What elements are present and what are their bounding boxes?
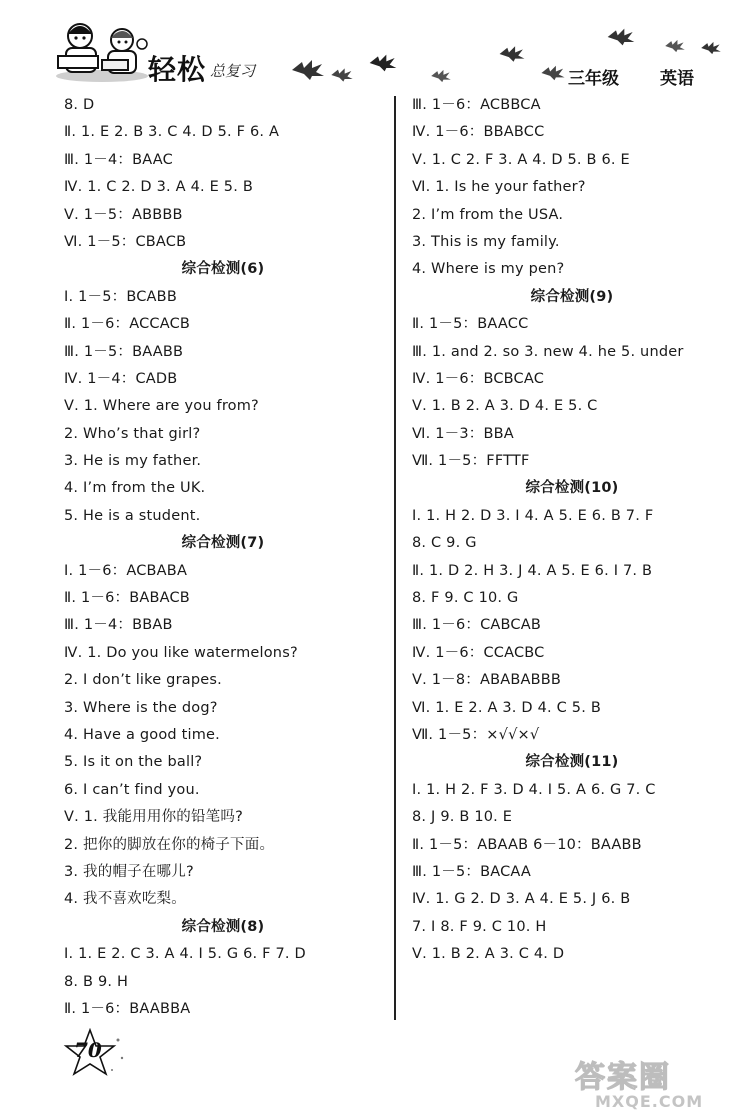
leaf-icon: [330, 66, 354, 84]
answer-line: Ⅰ. 1－5：BCABB: [64, 288, 177, 305]
answer-line: Ⅰ. 1－6：ACBABA: [64, 562, 188, 579]
answer-line: 3. 我的帽子在哪儿?: [64, 863, 194, 880]
leaf-icon: [540, 64, 566, 82]
watermark-url: MXQE.COM: [595, 1092, 704, 1111]
section-heading: 综合检测(7): [181, 535, 265, 552]
answer-line: 4. 我不喜欢吃梨。: [64, 891, 186, 908]
leaf-icon: [290, 58, 326, 82]
answer-line: Ⅴ. 1. C 2. F 3. A 4. D 5. B 6. E: [412, 151, 630, 168]
page-number: 70: [74, 1038, 102, 1062]
watermark-logo-text: 答案圈: [575, 1060, 671, 1095]
answer-line: 3. He is my father.: [64, 453, 202, 470]
answer-line: Ⅱ. 1－5：ABAAB 6－10：BAABB: [412, 836, 642, 853]
section-heading: 综合检测(10): [525, 480, 619, 497]
answer-line: Ⅰ. 1. E 2. C 3. A 4. I 5. G 6. F 7. D: [64, 946, 306, 963]
answer-line: Ⅲ. 1－5：BAABB: [64, 343, 184, 360]
answer-line: Ⅳ. 1－6：BCBCAC: [412, 370, 545, 387]
answer-line: Ⅱ. 1－5：BAACC: [412, 316, 529, 333]
answer-line: Ⅲ. 1－5：BACAA: [412, 863, 532, 880]
answer-line: Ⅴ. 1－5：ABBBB: [64, 206, 183, 223]
answer-line: Ⅳ. 1. C 2. D 3. A 4. E 5. B: [64, 179, 253, 196]
answer-line: Ⅱ. 1－6：BAABBA: [64, 1000, 191, 1017]
answer-line: 8. C 9. G: [412, 535, 477, 552]
leaf-icon: [700, 40, 722, 56]
answer-line: Ⅴ. 1. 我能用用你的铅笔吗?: [64, 809, 243, 826]
grade-label: 三年级: [568, 69, 619, 89]
section-heading: 综合检测(11): [525, 754, 619, 771]
answer-line: Ⅰ. 1. H 2. D 3. I 4. A 5. E 6. B 7. F: [412, 507, 654, 524]
answer-line: Ⅵ. 1－3：BBA: [412, 425, 514, 442]
subject-label: 英语: [660, 69, 694, 89]
answer-line: 2. I’m from the USA.: [412, 206, 564, 223]
answer-line: Ⅵ. 1. E 2. A 3. D 4. C 5. B: [412, 699, 601, 716]
answer-line: 4. Where is my pen?: [412, 261, 565, 278]
answer-line: Ⅴ. 1. Where are you from?: [64, 398, 259, 415]
brand-subtitle: 总复习: [210, 62, 256, 80]
answer-line: Ⅳ. 1. Do you like watermelons?: [64, 644, 298, 661]
answer-line: 8. B 9. H: [64, 973, 129, 990]
answer-line: 4. I’m from the UK.: [64, 480, 206, 497]
leaf-icon: [368, 52, 398, 74]
answer-line: 8. J 9. B 10. E: [412, 809, 513, 826]
answer-column-right: [412, 92, 732, 969]
section-heading: 综合检测(9): [530, 288, 614, 305]
answer-line: 8. D: [64, 97, 95, 113]
answer-line: Ⅳ. 1－4：CADB: [64, 370, 178, 387]
leaf-icon: [498, 44, 526, 64]
answer-line: Ⅴ. 1. B 2. A 3. D 4. E 5. C: [412, 398, 598, 415]
answer-line: 8. F 9. C 10. G: [412, 590, 519, 607]
answer-line: Ⅶ. 1－5：×√√×√: [412, 726, 540, 743]
answer-line: 4. Have a good time.: [64, 726, 220, 743]
answer-line: Ⅲ. 1－4：BAAC: [64, 151, 173, 168]
answer-line: Ⅵ. 1. Is he your father?: [412, 179, 586, 196]
answer-line: Ⅴ. 1－8：ABABABBB: [412, 672, 562, 689]
answer-line: Ⅱ. 1. D 2. H 3. J 4. A 5. E 6. I 7. B: [412, 562, 653, 579]
answer-line: Ⅰ. 1. H 2. F 3. D 4. I 5. A 6. G 7. C: [412, 781, 656, 798]
answer-line: Ⅵ. 1－5：CBACB: [64, 233, 187, 250]
answer-line: 6. I can’t find you.: [64, 781, 200, 798]
brand-title: 轻松: [148, 53, 207, 86]
answer-line: 5. He is a student.: [64, 507, 201, 524]
reading-kids-illustration: [52, 14, 152, 84]
leaf-icon: [430, 68, 452, 84]
answer-line: 5. Is it on the ball?: [64, 754, 203, 771]
section-heading: 综合检测(6): [181, 261, 265, 278]
answer-line: 7. I 8. F 9. C 10. H: [412, 918, 547, 935]
leaf-icon: [664, 38, 686, 54]
answer-line: Ⅱ. 1－6：ACCACB: [64, 316, 191, 333]
answer-line: Ⅳ. 1－6：CCACBC: [412, 644, 545, 661]
answer-line: Ⅲ. 1. and 2. so 3. new 4. he 5. under: [412, 343, 684, 360]
answer-line: 3. This is my family.: [412, 233, 560, 250]
answer-line: Ⅴ. 1. B 2. A 3. C 4. D: [412, 946, 565, 963]
answer-line: Ⅱ. 1. E 2. B 3. C 4. D 5. F 6. A: [64, 124, 280, 141]
answer-line: Ⅱ. 1－6：BABACB: [64, 590, 190, 607]
answer-line: Ⅲ. 1－6：CABCAB: [412, 617, 541, 634]
column-divider: [394, 96, 396, 1020]
answer-line: Ⅲ. 1－4：BBAB: [64, 617, 173, 634]
answer-column-left: [64, 92, 382, 1023]
leaf-icon: [606, 26, 636, 48]
answer-line: Ⅳ. 1. G 2. D 3. A 4. E 5. J 6. B: [412, 891, 631, 908]
section-heading: 综合检测(8): [181, 918, 265, 935]
watermark: [575, 1052, 745, 1116]
page-header: [0, 0, 750, 90]
answer-line: 2. Who’s that girl?: [64, 425, 201, 442]
answer-line: Ⅶ. 1－5：FFTTF: [412, 453, 530, 470]
answer-line: Ⅲ. 1－6：ACBBCA: [412, 97, 541, 113]
answer-line: 2. 把你的脚放在你的椅子下面。: [64, 836, 275, 853]
answer-line: 3. Where is the dog?: [64, 699, 218, 716]
answer-line: 2. I don’t like grapes.: [64, 672, 222, 689]
answer-line: Ⅳ. 1－6：BBABCC: [412, 124, 545, 141]
